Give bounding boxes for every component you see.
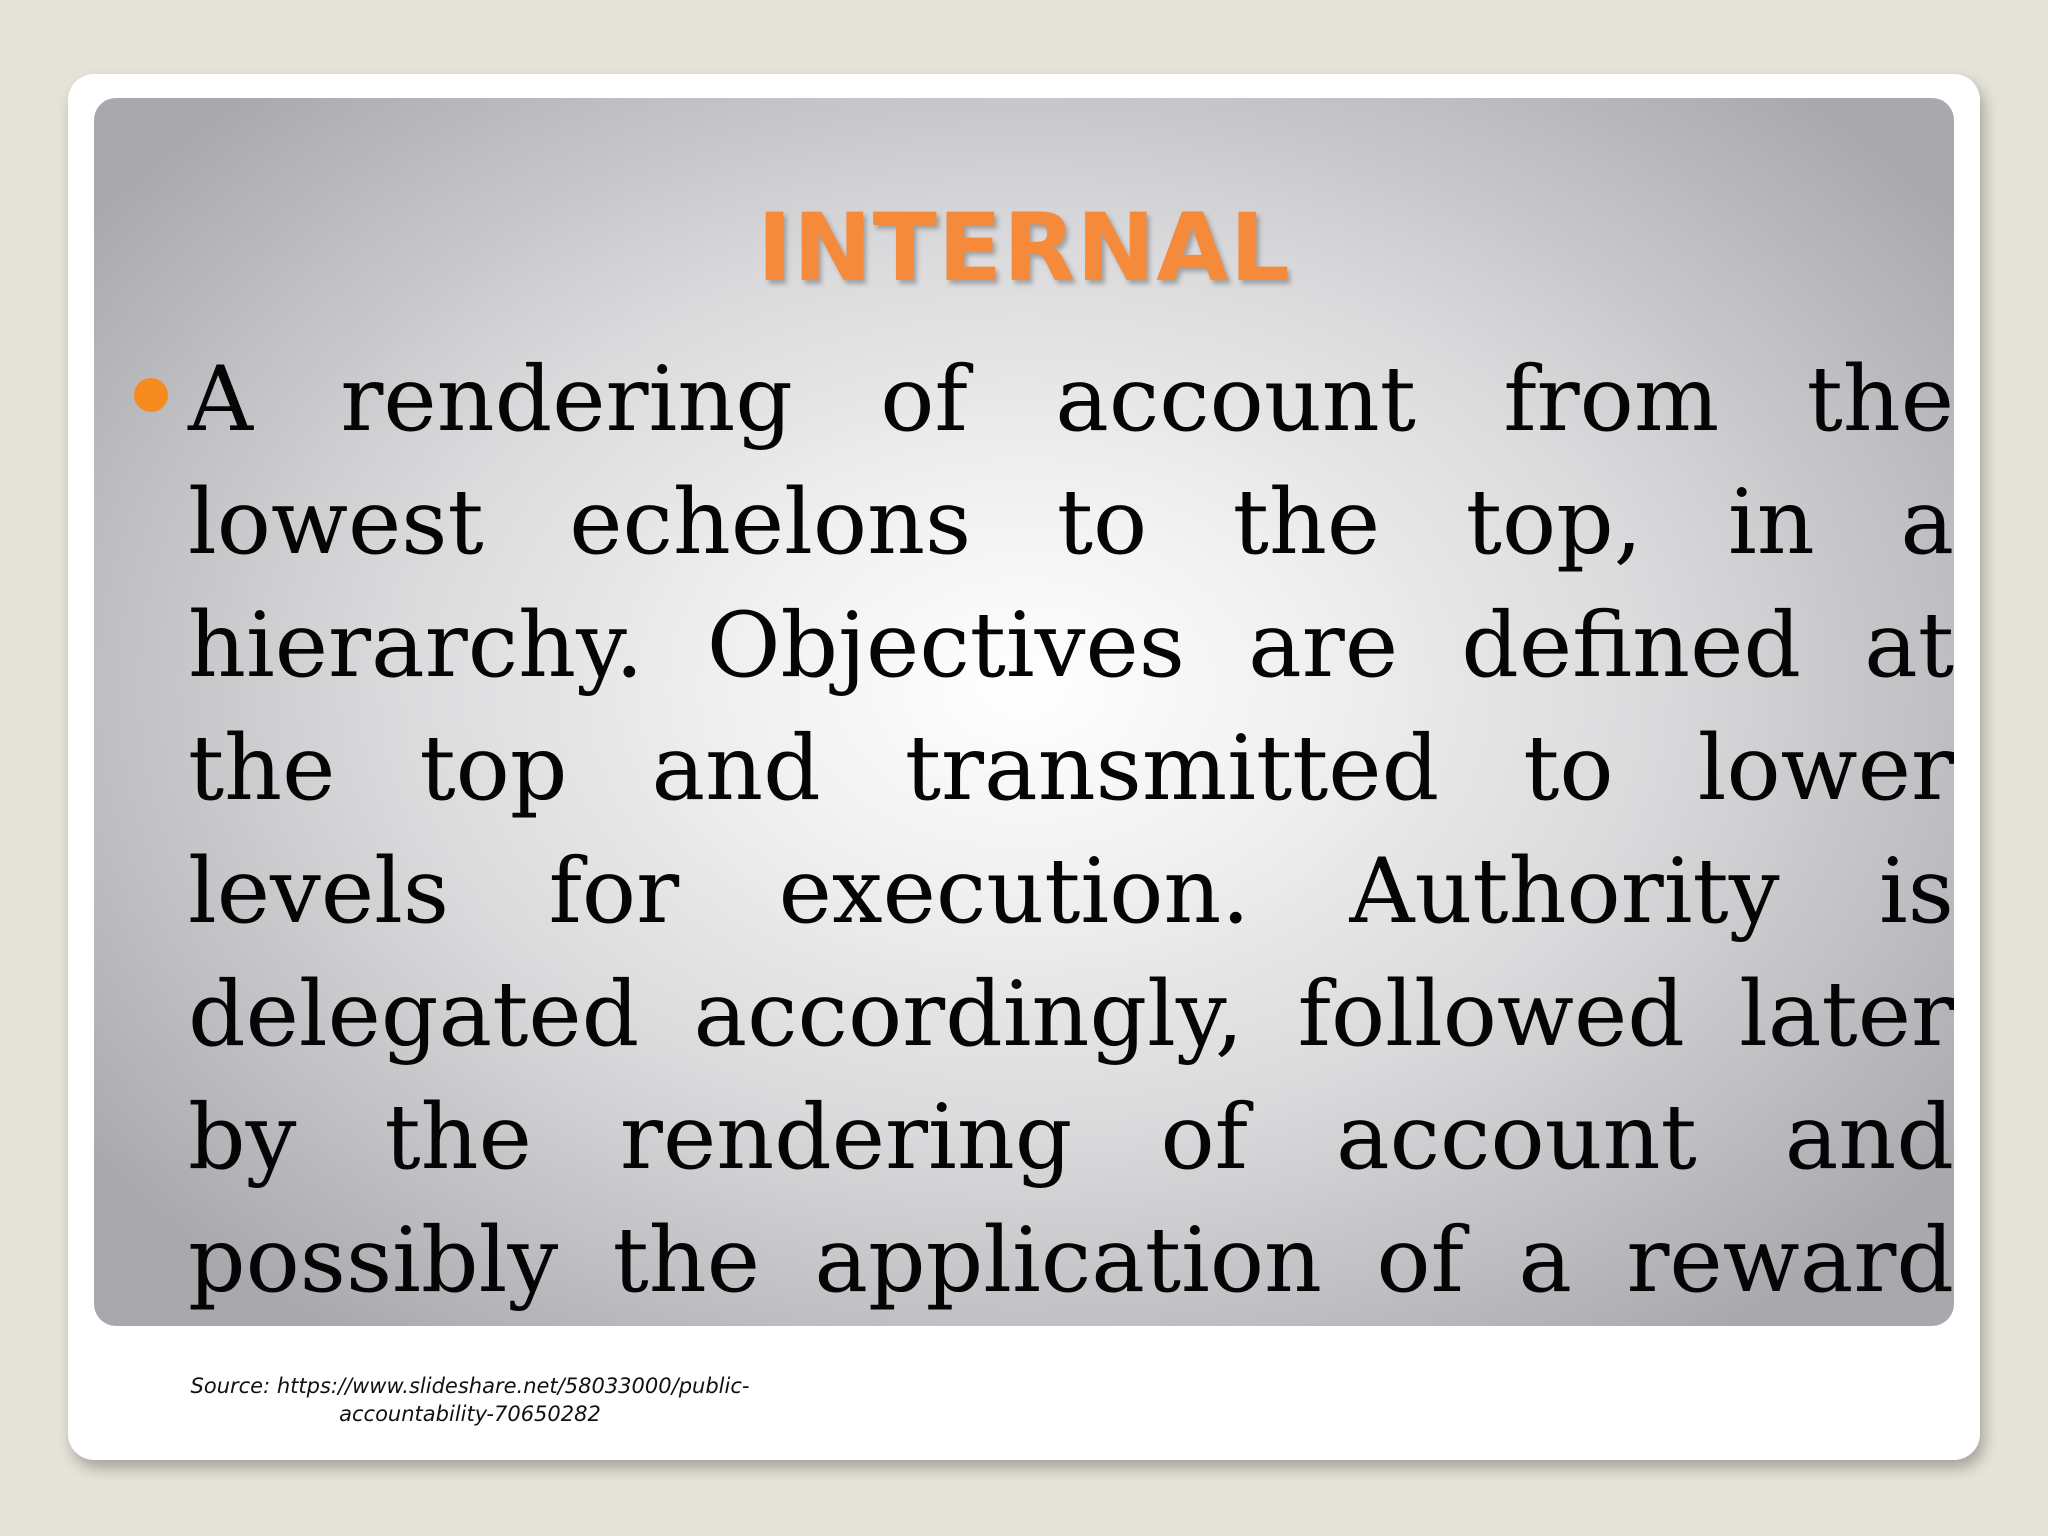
source-line-2: accountability-70650282: [339, 1402, 601, 1426]
bullet-text: A rendering of account from the lowest echelons to the top, in a hierarchy. Objectives are defined at the top and transmitted to lower levels for execution. Authority is delegated accordingly, followed later by the rendering of account and possibly the application of a reward: [188, 347, 1954, 1313]
bullet-dot-icon: [134, 378, 168, 412]
source-line-1: Source: https://www.slideshare.net/58033000/public-: [190, 1374, 750, 1398]
slide-title: INTERNAL: [757, 194, 1291, 303]
source-citation: [150, 1372, 790, 1428]
content-panel: [94, 98, 1954, 1326]
slide-card: [68, 74, 1980, 1460]
